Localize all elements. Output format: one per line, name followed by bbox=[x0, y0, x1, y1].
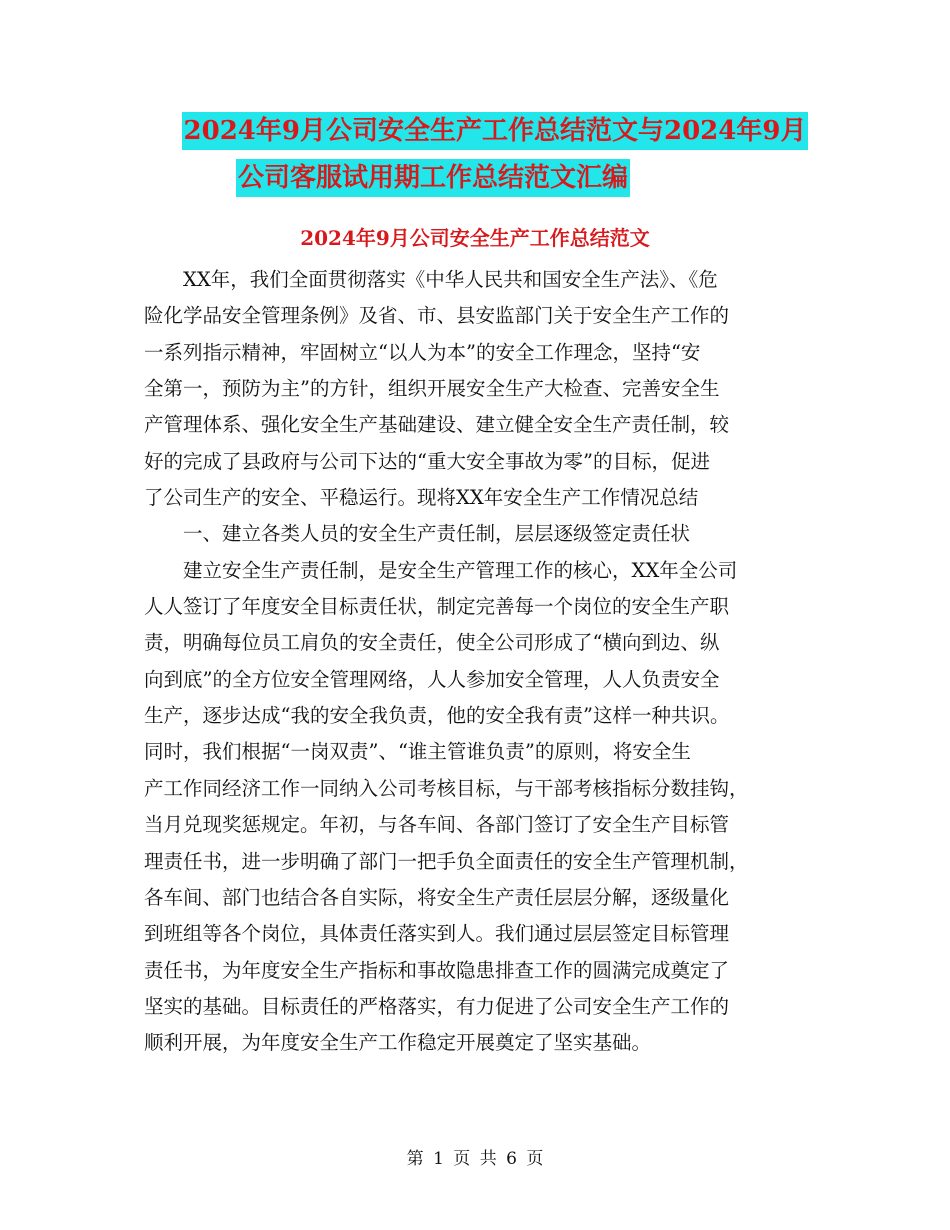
page-footer: 第 1 页 共 6 页 bbox=[406, 1149, 544, 1169]
paragraph-line: 建立安全生产责任制，是安全生产管理工作的核心，XX年全公司 bbox=[183, 558, 738, 582]
paragraph-line: 向到底”的全方位安全管理网络，人人参加安全管理，人人负责安全 bbox=[144, 667, 720, 691]
paragraph-line: 责，明确每位员工肩负的安全责任，使全公司形成了“横向到边、纵 bbox=[144, 631, 720, 655]
paragraph-line: 责任书，为年度安全生产指标和事故隐患排查工作的圆满完成奠定了 bbox=[144, 958, 730, 982]
paragraph-line: 险化学品安全管理条例》及省、市、县安监部门关于安全生产工作的 bbox=[144, 304, 730, 328]
paragraph-line: 顺利开展，为年度安全生产工作稳定开展奠定了坚实基础。 bbox=[144, 1031, 652, 1055]
paragraph-line: 了公司生产的安全、平稳运行。现将XX年安全生产工作情况总结 bbox=[144, 486, 699, 510]
paragraph-line: 到班组等各个岗位，具体责任落实到人。我们通过层层签定目标管理 bbox=[144, 922, 730, 946]
paragraph-line: 一系列指示精神，牢固树立“以人为本”的安全工作理念，坚持“安 bbox=[144, 340, 701, 364]
title-line-1: 2024年9月公司安全生产工作总结范文与2024年9月 bbox=[182, 112, 809, 150]
document-title bbox=[0, 112, 950, 197]
title-line-2: 公司客服试用期工作总结范文汇编 bbox=[236, 159, 630, 197]
section-subtitle: 2024年9月公司安全生产工作总结范文 bbox=[300, 226, 650, 250]
paragraph-line: 同时，我们根据“一岗双责”、“谁主管谁负责”的原则，将安全生 bbox=[144, 740, 691, 764]
paragraph-line: 理责任书，进一步明确了部门一把手负全面责任的安全生产管理机制， bbox=[144, 849, 749, 873]
paragraph-line: 全第一，预防为主”的方针，组织开展安全生产大检查、完善安全生 bbox=[144, 377, 720, 401]
paragraph-line: 各车间、部门也结合各自实际，将安全生产责任层层分解，逐级量化 bbox=[144, 885, 730, 909]
paragraph-line: 当月兑现奖惩规定。年初，与各车间、各部门签订了安全生产目标管 bbox=[144, 813, 730, 837]
paragraph-line: 坚实的基础。目标责任的严格落实，有力促进了公司安全生产工作的 bbox=[144, 994, 730, 1018]
paragraph-line: 生产，逐步达成“我的安全我负责，他的安全我有责”这样一种共识。 bbox=[144, 704, 730, 728]
paragraph-line: 产管理体系、强化安全生产基础建设、建立健全安全生产责任制，较 bbox=[144, 413, 730, 437]
body-text bbox=[144, 262, 806, 1062]
section-heading-line: 一、建立各类人员的安全生产责任制，层层逐级签定责任状 bbox=[183, 522, 691, 546]
paragraph-line: 好的完成了县政府与公司下达的“重大安全事故为零”的目标，促进 bbox=[144, 449, 710, 473]
paragraph-line: 人人签订了年度安全目标责任状，制定完善每一个岗位的安全生产职 bbox=[144, 595, 730, 619]
paragraph-line: 产工作同经济工作一同纳入公司考核目标，与干部考核指标分数挂钩， bbox=[144, 776, 749, 800]
paragraph-line: XX年，我们全面贯彻落实《中华人民共和国安全生产法》、《危 bbox=[183, 268, 718, 291]
